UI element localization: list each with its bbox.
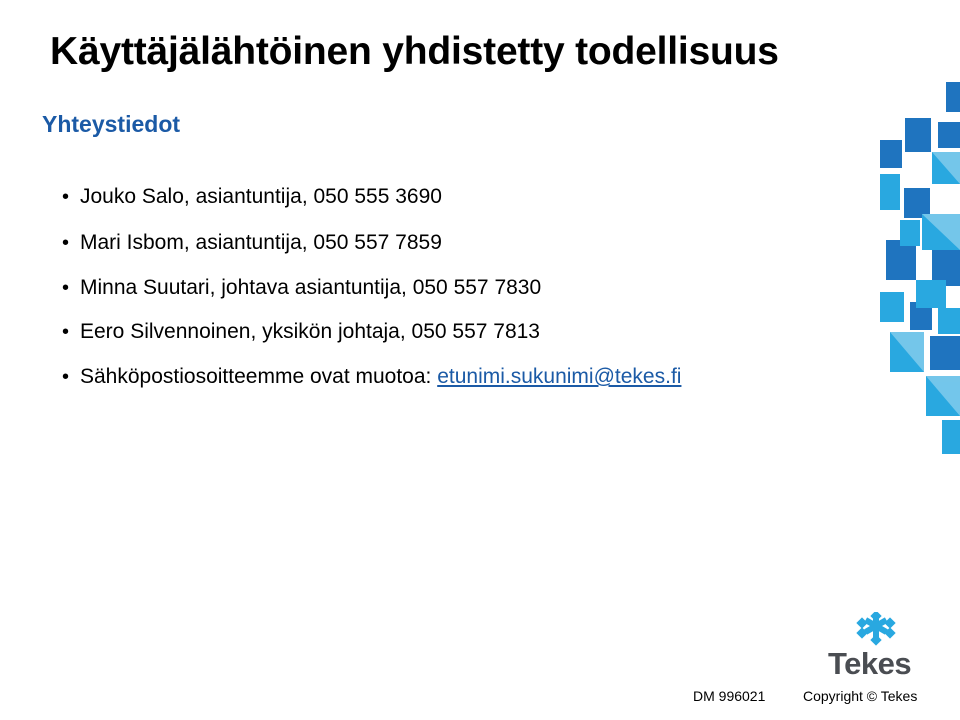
section-subtitle: Yhteystiedot	[42, 111, 181, 137]
list-item	[62, 184, 442, 210]
email-link[interactable]: etunimi.sukunimi@tekes.fi	[437, 365, 682, 388]
footer-doc-code: DM 996021	[693, 688, 766, 704]
footer-copyright: Copyright © Tekes	[803, 688, 918, 704]
list-item	[62, 275, 541, 301]
bullet-icon: •	[62, 321, 70, 343]
logo-text: Tekes	[828, 646, 912, 681]
list-item	[62, 319, 540, 345]
bullet-icon: •	[62, 277, 70, 299]
contact-text: Eero Silvennoinen, yksikön johtaja, 050 557 7813	[80, 320, 540, 343]
blue-squares-decoration-icon	[880, 70, 960, 470]
contact-text: Jouko Salo, asiantuntija, 050 555 3690	[80, 185, 442, 208]
contact-text: Minna Suutari, johtava asiantuntija, 050 557 7830	[80, 276, 542, 299]
bullet-icon: •	[62, 186, 70, 208]
list-item	[62, 364, 681, 390]
email-format-text: Sähköpostiosoitteemme ovat muotoa:	[80, 365, 438, 388]
list-item	[62, 230, 442, 256]
bullet-icon: •	[62, 366, 70, 388]
bullet-icon: •	[62, 232, 70, 254]
slide-title: Käyttäjälähtöinen yhdistetty todellisuus	[50, 30, 779, 73]
contact-text: Mari Isbom, asiantuntija, 050 557 7859	[80, 231, 442, 254]
